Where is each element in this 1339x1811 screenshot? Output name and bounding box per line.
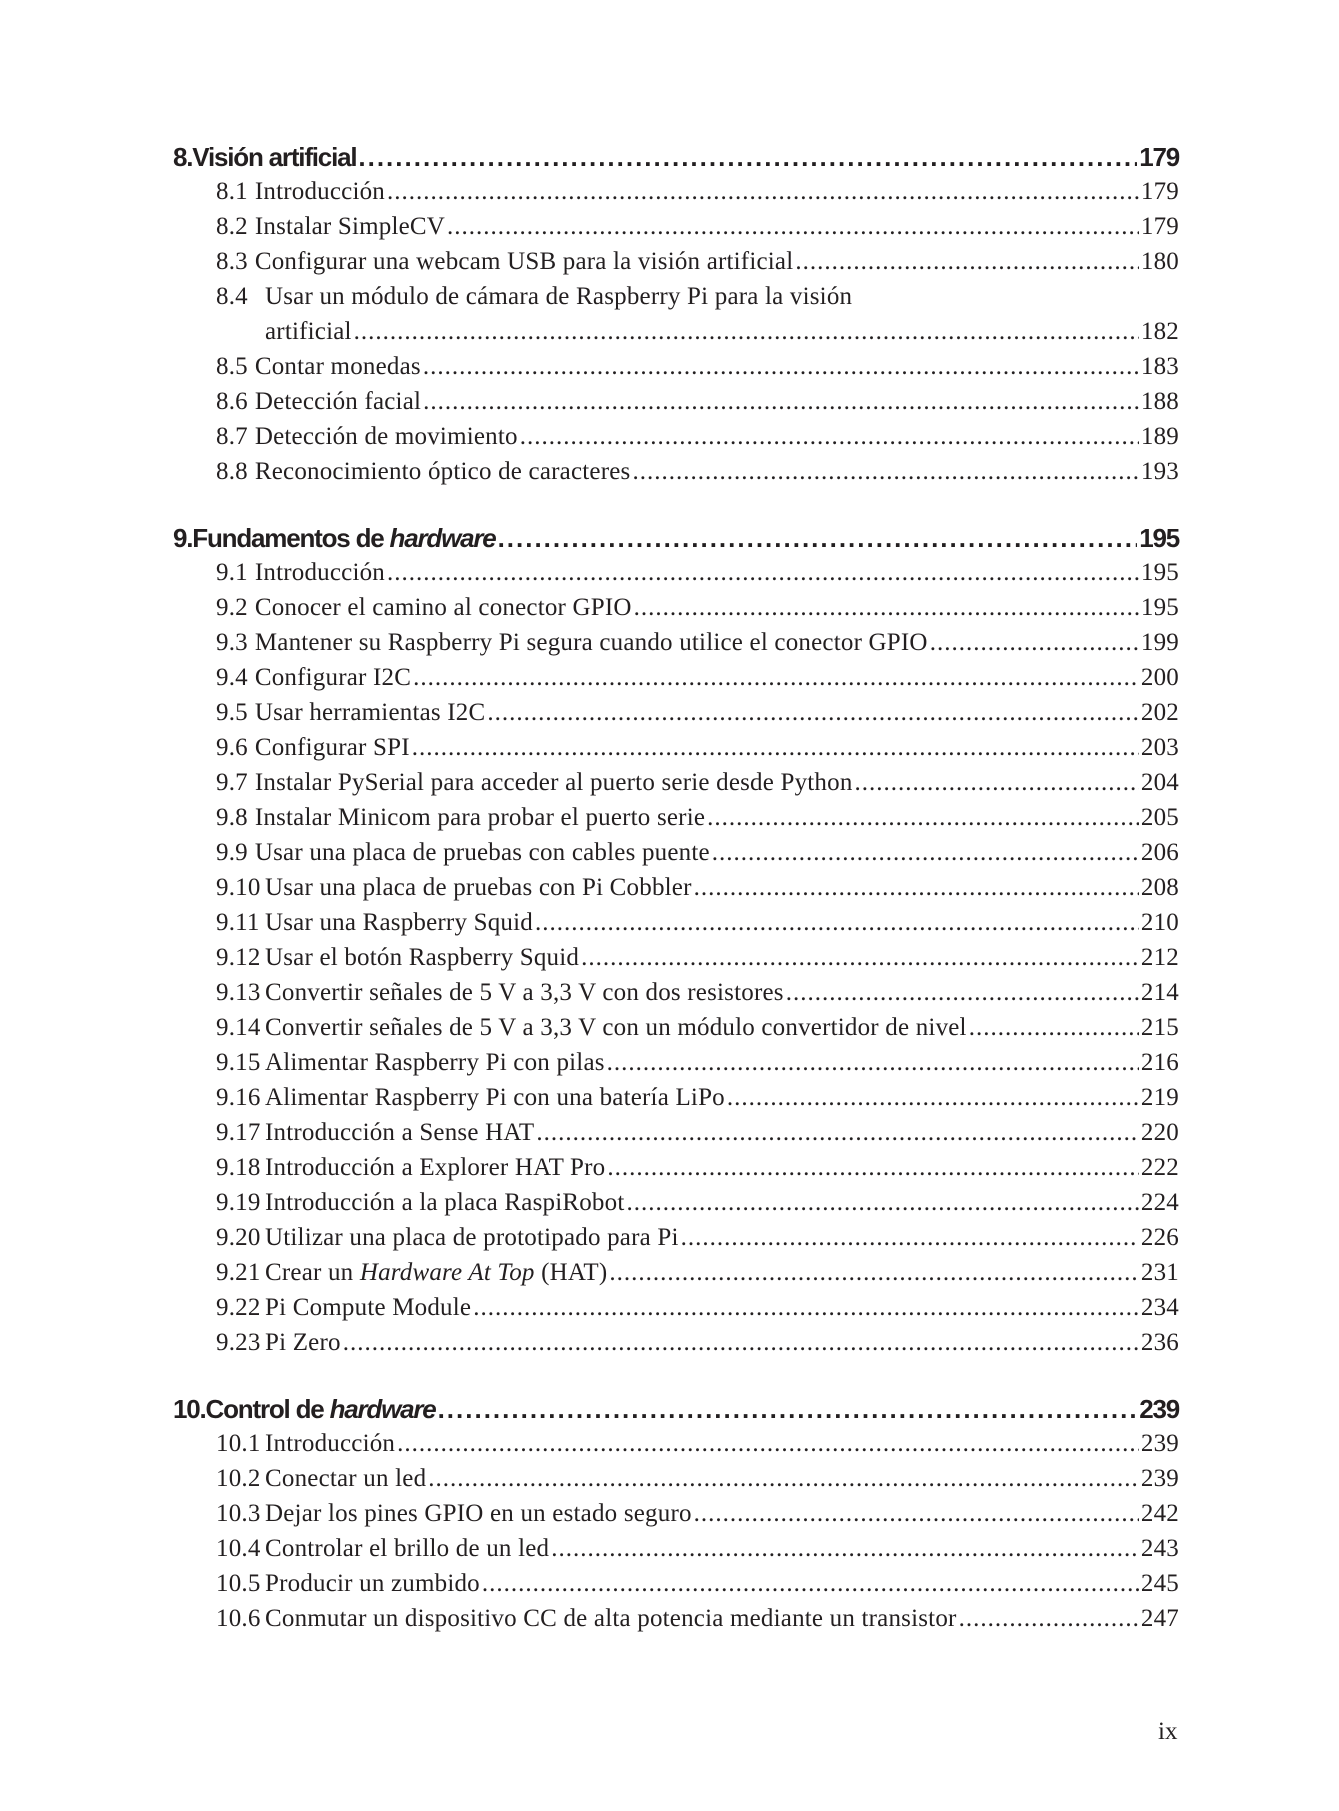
toc-entry: [173, 244, 1179, 279]
section-page: 189: [1140, 423, 1179, 450]
section-page: 200: [1140, 664, 1179, 691]
dot-leader: [428, 1461, 1139, 1496]
section-title: Detección facial: [254, 388, 422, 415]
section-page: 216: [1140, 1049, 1179, 1076]
section-title: Controlar el brillo de un led: [265, 1535, 550, 1562]
section-title: Alimentar Raspberry Pi con una batería LiPo: [265, 1084, 725, 1111]
dot-leader: [694, 1496, 1139, 1531]
dot-leader: [855, 765, 1139, 800]
section-title: Usar una placa de pruebas con Pi Cobbler: [265, 874, 692, 901]
toc-entry: [173, 1115, 1179, 1150]
section-title: Introducción a Sense HAT: [265, 1119, 535, 1146]
dot-leader: [607, 1045, 1139, 1080]
section-title: Convertir señales de 5 V a 3,3 V con dos resistores: [265, 979, 784, 1006]
section-number: 9.11: [216, 909, 260, 936]
chapter-number: 8.: [173, 142, 193, 172]
section-title: Dejar los pines GPIO en un estado seguro: [265, 1500, 692, 1527]
section-page: 219: [1140, 1084, 1179, 1111]
chapter-page: 179: [1139, 142, 1179, 172]
dot-leader: [397, 1426, 1139, 1461]
dot-leader: [969, 1010, 1139, 1045]
section-title: Crear un Hardware At Top (HAT): [265, 1259, 608, 1286]
dot-leader: [930, 625, 1139, 660]
toc-entry: [173, 870, 1179, 905]
section-page: 214: [1140, 979, 1179, 1006]
toc-entry: [173, 695, 1179, 730]
toc-entry: [173, 1080, 1179, 1115]
section-page: 239: [1140, 1430, 1179, 1457]
section-page: 224: [1140, 1189, 1179, 1216]
section-number: 8.4: [216, 283, 248, 310]
dot-leader: [634, 590, 1139, 625]
section-title: Introducción: [254, 559, 385, 586]
section-title: Usar una placa de pruebas con cables puente: [254, 839, 710, 866]
section-page: 203: [1140, 734, 1179, 761]
section-title-continued: artificial: [265, 318, 352, 345]
chapter-number: 9.: [173, 523, 193, 553]
section-page: 182: [1140, 318, 1179, 345]
dot-leader: [632, 454, 1138, 489]
toc-entry: [173, 905, 1179, 940]
section-title: Introducción: [254, 178, 385, 205]
dot-leader: [447, 209, 1139, 244]
chapter-heading: [173, 140, 1179, 174]
section-title: Usar herramientas I2C: [254, 699, 486, 726]
section-number: 9.7: [216, 769, 248, 796]
section-page: 243: [1140, 1535, 1179, 1562]
section-title: Pi Zero: [265, 1329, 341, 1356]
table-of-contents: [173, 140, 1179, 1636]
toc-entry: [173, 1255, 1179, 1290]
section-number: 9.8: [216, 804, 248, 831]
section-title: Conectar un led: [265, 1465, 427, 1492]
dot-leader: [551, 1531, 1139, 1566]
dot-leader: [626, 1185, 1138, 1220]
section-title: Pi Compute Module: [265, 1294, 472, 1321]
dot-leader: [581, 940, 1139, 975]
section-page: 205: [1140, 804, 1179, 831]
toc-entry: [173, 1290, 1179, 1325]
section-title: Configurar I2C: [254, 664, 412, 691]
section-page: 247: [1140, 1605, 1179, 1632]
dot-leader: [438, 1392, 1138, 1426]
section-page: 220: [1140, 1119, 1179, 1146]
section-number: 9.20: [216, 1224, 261, 1251]
section-title: Configurar SPI: [254, 734, 410, 761]
toc-entry: [173, 1185, 1179, 1220]
section-number: 10.4: [216, 1535, 261, 1562]
section-title: Alimentar Raspberry Pi con pilas: [265, 1049, 605, 1076]
dot-leader: [712, 835, 1139, 870]
section-title: Usar el botón Raspberry Squid: [265, 944, 580, 971]
chapter-page: 239: [1139, 1394, 1179, 1424]
section-number: 9.18: [216, 1154, 261, 1181]
toc-entry: [173, 209, 1179, 244]
section-title: Instalar Minicom para probar el puerto serie: [254, 804, 706, 831]
toc-entry: [173, 454, 1179, 489]
section-page: 245: [1140, 1570, 1179, 1597]
section-page: 222: [1140, 1154, 1179, 1181]
section-number: 9.16: [216, 1084, 261, 1111]
section-title: Usar un módulo de cámara de Raspberry Pi para la visión: [265, 283, 853, 310]
section-number: 9.13: [216, 979, 261, 1006]
section-number: 9.19: [216, 1189, 261, 1216]
dot-leader: [343, 1325, 1139, 1360]
toc-entry: [173, 1531, 1179, 1566]
section-page: 188: [1140, 388, 1179, 415]
toc-entry: [173, 1010, 1179, 1045]
section-title: Usar una Raspberry Squid: [265, 909, 533, 936]
section-number: 9.17: [216, 1119, 261, 1146]
section-number: 10.1: [216, 1430, 261, 1457]
section-number: 8.7: [216, 423, 248, 450]
page-number: ix: [1158, 1718, 1178, 1745]
section-title: Introducción a Explorer HAT Pro: [265, 1154, 606, 1181]
toc-entry: [173, 625, 1179, 660]
section-number: 9.10: [216, 874, 261, 901]
section-title: Convertir señales de 5 V a 3,3 V con un módulo convertidor de nivel: [265, 1014, 967, 1041]
section-page: 183: [1140, 353, 1179, 380]
section-number: 9.1: [216, 559, 248, 586]
section-number: 9.5: [216, 699, 248, 726]
section-page: 210: [1140, 909, 1179, 936]
toc-entry: [173, 940, 1179, 975]
section-page: 179: [1140, 178, 1179, 205]
section-title: Utilizar una placa de prototipado para Pi: [265, 1224, 679, 1251]
section-number: 9.15: [216, 1049, 261, 1076]
section-page: 212: [1140, 944, 1179, 971]
section-page: 195: [1140, 594, 1179, 621]
dot-leader: [423, 349, 1139, 384]
section-title: Contar monedas: [254, 353, 421, 380]
section-number: 9.4: [216, 664, 248, 691]
toc-entry: [173, 660, 1179, 695]
chapter-page: 195: [1139, 523, 1179, 553]
toc-entry: [173, 590, 1179, 625]
section-page: 199: [1140, 629, 1179, 656]
toc-entry: [173, 765, 1179, 800]
toc-entry: [173, 1496, 1179, 1531]
section-number: 8.5: [216, 353, 248, 380]
toc-entry: [173, 800, 1179, 835]
dot-leader: [487, 695, 1139, 730]
section-number: 8.1: [216, 178, 248, 205]
section-title: Mantener su Raspberry Pi segura cuando utilice el conector GPIO: [254, 629, 928, 656]
section-title: Introducción a la placa RaspiRobot: [265, 1189, 625, 1216]
section-page: 234: [1140, 1294, 1179, 1321]
dot-leader: [795, 244, 1139, 279]
section-page: 195: [1140, 559, 1179, 586]
toc-entry: [173, 1601, 1179, 1636]
section-page: 206: [1140, 839, 1179, 866]
dot-leader: [786, 975, 1139, 1010]
dot-leader: [681, 1220, 1139, 1255]
section-title: Introducción: [265, 1430, 396, 1457]
toc-entry: [173, 349, 1179, 384]
section-title: Producir un zumbido: [265, 1570, 480, 1597]
chapter-title: Fundamentos de hardware: [192, 523, 496, 553]
section-number: 9.2: [216, 594, 248, 621]
chapter-title: Visión artificial: [192, 142, 357, 172]
dot-leader: [482, 1566, 1139, 1601]
toc-entry: [173, 1045, 1179, 1080]
dot-leader: [423, 384, 1139, 419]
dot-leader: [535, 905, 1139, 940]
toc-entry: [173, 730, 1179, 765]
toc-entry: [173, 835, 1179, 870]
section-page: 179: [1140, 213, 1179, 240]
toc-entry: [173, 279, 1179, 349]
dot-leader: [412, 730, 1139, 765]
dot-leader: [694, 870, 1139, 905]
dot-leader: [413, 660, 1139, 695]
section-number: 9.21: [216, 1259, 261, 1286]
section-number: 9.3: [216, 629, 248, 656]
section-title: Reconocimiento óptico de caracteres: [254, 458, 631, 485]
section-number: 10.3: [216, 1500, 261, 1527]
dot-leader: [609, 1255, 1139, 1290]
section-page: 231: [1140, 1259, 1179, 1286]
section-title: Conocer el camino al conector GPIO: [254, 594, 632, 621]
toc-entry: [173, 1150, 1179, 1185]
section-number: 9.9: [216, 839, 248, 866]
section-number: 8.3: [216, 248, 248, 275]
section-number: 10.6: [216, 1605, 261, 1632]
section-page: 236: [1140, 1329, 1179, 1356]
section-title: Detección de movimiento: [254, 423, 518, 450]
section-page: 193: [1140, 458, 1179, 485]
dot-leader: [358, 140, 1137, 174]
dot-leader: [707, 800, 1139, 835]
section-number: 9.14: [216, 1014, 261, 1041]
toc-entry: [173, 1325, 1179, 1360]
dot-leader: [498, 521, 1138, 555]
section-number: 8.2: [216, 213, 248, 240]
section-page: 242: [1140, 1500, 1179, 1527]
toc-entry: [173, 384, 1179, 419]
chapter-title: Control de hardware: [205, 1394, 436, 1424]
section-number: 8.6: [216, 388, 248, 415]
section-title: Configurar una webcam USB para la visión artificial: [254, 248, 794, 275]
section-page: 226: [1140, 1224, 1179, 1251]
toc-entry: [173, 1461, 1179, 1496]
section-number: 9.22: [216, 1294, 261, 1321]
section-title: Instalar PySerial para acceder al puerto serie desde Python: [254, 769, 853, 796]
dot-leader: [959, 1601, 1139, 1636]
section-number: 8.8: [216, 458, 248, 485]
toc-entry: [173, 419, 1179, 454]
toc-entry: [173, 1566, 1179, 1601]
dot-leader: [473, 1290, 1139, 1325]
chapter-heading: [173, 1392, 1179, 1426]
toc-entry: [173, 174, 1179, 209]
section-number: 9.12: [216, 944, 261, 971]
dot-leader: [387, 174, 1139, 209]
section-title: Instalar SimpleCV: [254, 213, 446, 240]
section-number: 10.2: [216, 1465, 261, 1492]
section-page: 180: [1140, 248, 1179, 275]
section-page: 239: [1140, 1465, 1179, 1492]
section-number: 9.6: [216, 734, 248, 761]
section-page: 215: [1140, 1014, 1179, 1041]
dot-leader: [607, 1150, 1139, 1185]
section-page: 202: [1140, 699, 1179, 726]
dot-leader: [354, 314, 1139, 349]
section-page: 208: [1140, 874, 1179, 901]
section-number: 9.23: [216, 1329, 261, 1356]
section-number: 10.5: [216, 1570, 261, 1597]
toc-entry: [173, 975, 1179, 1010]
section-title: Conmutar un dispositivo CC de alta potencia mediante un transistor: [265, 1605, 957, 1632]
toc-entry: [173, 1426, 1179, 1461]
section-page: 204: [1140, 769, 1179, 796]
dot-leader: [536, 1115, 1139, 1150]
toc-entry: [173, 1220, 1179, 1255]
toc-entry: [173, 555, 1179, 590]
dot-leader: [520, 419, 1139, 454]
chapter-number: 10.: [173, 1394, 206, 1424]
dot-leader: [727, 1080, 1139, 1115]
dot-leader: [387, 555, 1139, 590]
chapter-heading: [173, 521, 1179, 555]
